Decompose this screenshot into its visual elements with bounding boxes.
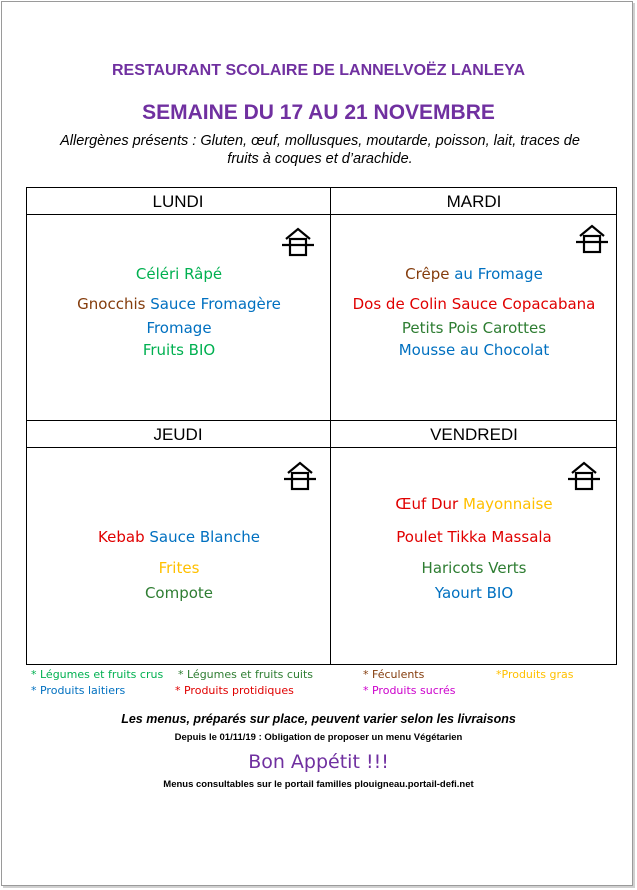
dish-part: Dos de Colin Sauce Copacabana <box>352 295 596 313</box>
grid-middle-line <box>26 420 617 421</box>
dish-part: Kebab <box>98 528 150 546</box>
dish-part: Haricots Verts <box>421 559 527 577</box>
dish-vendredi-3 <box>324 559 624 577</box>
portal-info: Menus consultables sur le portail familles plouigneau.portail-defi.net <box>163 779 474 790</box>
allergens-line-2: fruits à coques et d’arachide. <box>227 151 413 167</box>
dish-part: Mayonnaise <box>463 495 553 513</box>
dish-mardi-2 <box>324 295 624 313</box>
dish-part: au Fromage <box>454 265 543 283</box>
dish-lundi-4 <box>29 341 329 359</box>
dish-part: Frites <box>158 559 200 577</box>
day-header-jeudi: JEUDI <box>153 425 203 444</box>
dish-part: Sauce Blanche <box>149 528 260 546</box>
homemade-house-icon <box>566 458 602 494</box>
grid-bottom-line <box>26 664 617 665</box>
legend-cooked: * Légumes et fruits cuits <box>178 668 314 681</box>
grid-header-line-bottom <box>26 447 617 448</box>
dish-lundi-3 <box>29 319 329 337</box>
legend-sugar: * Produits sucrés <box>363 684 456 697</box>
school-title: RESTAURANT SCOLAIRE DE LANNELVOËZ LANLEYA <box>111 62 526 79</box>
grid-header-line-top <box>26 214 617 215</box>
dish-part: Compote <box>144 584 214 602</box>
legend-dairy: * Produits laitiers <box>31 684 126 697</box>
legend-starch: * Féculents <box>363 668 425 681</box>
dish-mardi-3 <box>324 319 624 337</box>
dish-mardi-1 <box>324 265 624 283</box>
delivery-note: Les menus, préparés sur place, peuvent varier selon les livraisons <box>121 712 516 726</box>
legend-raw: * Légumes et fruits crus <box>31 668 164 681</box>
dish-lundi-1 <box>29 265 329 283</box>
dish-part: Céléri Râpé <box>135 265 223 283</box>
homemade-house-icon <box>574 221 610 257</box>
allergens-info <box>30 132 610 168</box>
dish-part: Yaourt BIO <box>434 584 514 602</box>
day-header-vendredi: VENDREDI <box>430 425 518 444</box>
dish-jeudi-3 <box>29 584 329 602</box>
grid-left-line <box>26 187 27 664</box>
dish-part: Mousse au Chocolat <box>398 341 550 359</box>
legend-protein: * Produits protidiques <box>175 684 294 697</box>
dish-vendredi-2 <box>324 528 624 546</box>
dish-lundi-2 <box>29 295 329 313</box>
day-header-lundi: LUNDI <box>152 192 204 211</box>
week-title: SEMAINE DU 17 AU 21 NOVEMBRE <box>142 101 495 124</box>
dish-jeudi-2 <box>29 559 329 577</box>
dish-part: Poulet Tikka Massala <box>396 528 552 546</box>
grid-top-line <box>26 187 617 188</box>
dish-part: Gnocchis <box>77 295 151 313</box>
bon-appetit: Bon Appétit !!! <box>248 751 389 773</box>
dish-part: Fromage <box>146 319 212 337</box>
day-header-mardi: MARDI <box>446 192 502 211</box>
dish-part: Sauce Fromagère <box>150 295 281 313</box>
vegetarian-note: Depuis le 01/11/19 : Obligation de proposer un menu Végétarien <box>174 732 463 743</box>
dish-part: Fruits BIO <box>142 341 216 359</box>
dish-vendredi-4 <box>324 584 624 602</box>
dish-jeudi-1 <box>29 528 329 546</box>
dish-part: Crêpe <box>405 265 455 283</box>
legend-fat: *Produits gras <box>496 668 574 681</box>
homemade-house-icon <box>282 458 318 494</box>
dish-part: Œuf Dur <box>395 495 463 513</box>
dish-mardi-4 <box>324 341 624 359</box>
dish-part: Petits Pois Carottes <box>401 319 547 337</box>
dish-vendredi-1 <box>324 495 624 513</box>
allergens-line-1: Allergènes présents : Gluten, œuf, mollusques, moutarde, poisson, lait, traces de <box>60 133 580 149</box>
homemade-house-icon <box>280 224 316 260</box>
